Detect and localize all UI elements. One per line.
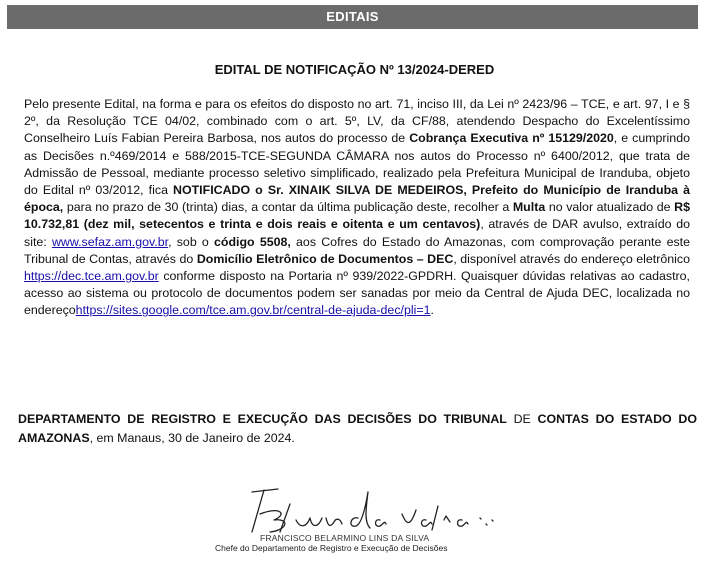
section-header-label: EDITAIS (326, 9, 379, 24)
court-name: CONTAS DO ESTADO DO AMAZONAS (18, 412, 697, 445)
help-center-link[interactable]: https://sites.google.com/tce.am.gov.br/central-de-ajuda-dec/pli=1 (75, 303, 431, 318)
body-text-segment: para no prazo de 30 (trinta) dias, a contar da última publicação deste, recolher a (63, 200, 513, 215)
body-text-segment: , através de DAR avulso, extraído do site: (24, 217, 690, 249)
process-number: Cobrança Executiva nº 15129/2020 (409, 131, 614, 146)
signer-role: Chefe do Departamento de Registro e Execução de Decisões (215, 543, 448, 553)
notice-title: EDITAL DE NOTIFICAÇÃO Nº 13/2024-DERED (214, 62, 495, 77)
dec-link[interactable]: https://dec.tce.am.gov.br (24, 269, 159, 284)
dec-system-name: Domicílio Eletrônico de Documentos – DEC (196, 251, 454, 266)
body-text-segment: . (430, 303, 434, 318)
notified-person: NOTIFICADO o Sr. XINAIK SILVA DE MEDEIROS, Prefeito do Município de Iranduba à época, (24, 183, 690, 215)
closing-date-text: , em Manaus, 30 de Janeiro de 2024. (89, 431, 295, 445)
fine-label: Multa (512, 200, 546, 215)
department-name: DEPARTAMENTO DE REGISTRO E EXECUÇÃO DAS DECISÕES DO TRIBUNAL (18, 412, 507, 426)
body-text-segment: Pelo presente Edital, na forma e para os efeitos do disposto no art. 71, inciso III, da Lei nº 2423/96 – TCE, e art. 97, I e § 2º, da Resolução TCE 04/02, combinado com o art. 5º, LV, da CF/88, atendendo Despacho do Excelentíssimo Conselheiro Luís Fabian Pereira Barbosa, nos autos do processo de (24, 97, 690, 146)
body-text-segment: , disponível através do endereço eletrônico (453, 251, 690, 266)
body-text-segment: , sob o (168, 234, 215, 249)
payment-code: código 5508, (214, 234, 291, 249)
closing-text-segment: DE (506, 412, 538, 426)
fine-amount: R$ 10.732,81 (dez mil, setecentos e trinta e dois reais e oitenta e um centavos) (24, 200, 690, 232)
body-text-segment: conforme disposto na Portaria nº 939/2022-GPDRH. Quaisquer dúvidas relativas ao cadastro, acesso ao sistema ou protocolo de documentos podem ser sanadas por meio da Central de Ajuda DEC, localizada no endereço (24, 269, 690, 318)
signer-name: FRANCISCO BELARMINO LINS DA SILVA (260, 533, 430, 543)
handwritten-signature (230, 484, 500, 540)
signature-block (215, 484, 510, 564)
notice-body (24, 96, 690, 320)
body-text-segment: aos Cofres do Estado do Amazonas, com comprovação perante este Tribunal de Contas, através do (24, 234, 691, 266)
body-text-segment: , e cumprindo as Decisões n.º469/2014 e 588/2015-TCE-SEGUNDA CÂMARA nos autos do Processo nº 6400/2012, que trata de Admissão de Pessoal, mediante processo seletivo simplificado, realizado pela Prefeitura Municipal de Iranduba, objeto do Edital nº 03/2012, fica (24, 131, 690, 198)
section-header-bar (7, 5, 698, 29)
sefaz-link[interactable]: www.sefaz.am.gov.br (51, 234, 169, 249)
body-text-segment: no valor atualizado de (545, 200, 675, 215)
closing-statement (18, 410, 697, 448)
